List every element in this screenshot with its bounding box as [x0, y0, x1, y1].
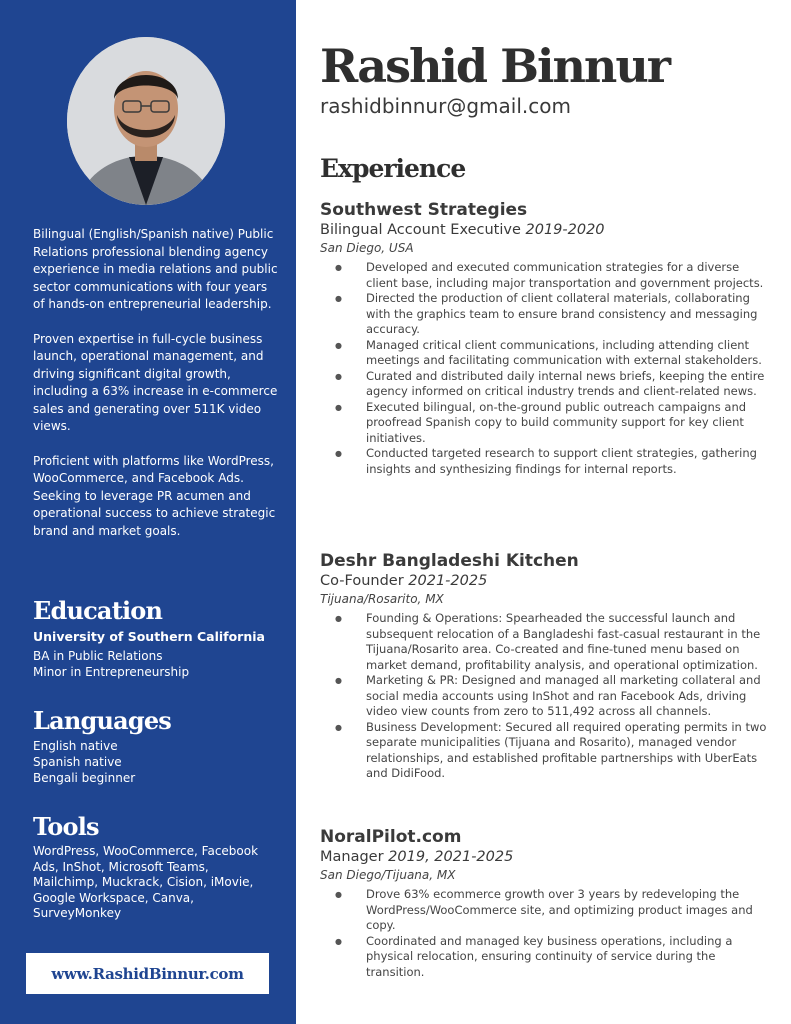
job-entry: [320, 827, 768, 980]
job-title: [320, 572, 768, 591]
job-bullets: [320, 260, 768, 477]
profile-photo: [67, 37, 225, 205]
email-link[interactable]: rashidbinnur@gmail.com: [320, 94, 571, 118]
list-item: ● Business Development: Secured all required operating permits in two separate municipalities (Tijuana and Rosarito), managed vendor relationships, and established profitable partnerships with UberEats and DidiFood.: [320, 720, 768, 782]
language-item: English native: [33, 739, 118, 753]
list-item: ● Developed and executed communication strategies for a diverse client base, including major transportation and government projects.: [320, 260, 768, 291]
languages-heading: Languages: [33, 706, 172, 735]
job-years: 2019, 2021-2025: [388, 849, 514, 865]
language-item: Bengali beginner: [33, 771, 136, 785]
language-item: Spanish native: [33, 755, 122, 769]
summary-paragraph: Proficient with platforms like WordPress, WooCommerce, and Facebook Ads. Seeking to leverage PR acumen and operational success to achieve strategic brand and market goals.: [33, 453, 276, 538]
experience-heading: Experience: [320, 154, 466, 183]
job-bullets: [320, 611, 768, 782]
education-heading: Education: [33, 596, 163, 625]
list-item: ● Drove 63% ecommerce growth over 3 years by redeveloping the WordPress/WooCommerce site, and optimizing product images and copy.: [320, 887, 768, 934]
job-bullets: [320, 887, 768, 980]
job-years: 2021-2025: [408, 573, 488, 589]
summary-paragraph: Bilingual (English/Spanish native) Public Relations professional blending agency experience in media relations and public sector communications with four years of hands-on entrepreneurial leadership.: [33, 227, 278, 311]
tools-list: WordPress, WooCommerce, Facebook Ads, InShot, Microsoft Teams, Mailchimp, Muckrack, Cision, iMovie, Google Workspace, Canva, SurveyMonkey: [33, 844, 259, 920]
list-item: ● Founding & Operations: Spearheaded the successful launch and subsequent relocation of a Bangladeshi fast-casual restaurant in the Tijuana/Rosarito area. Co-created and fine-tuned menu based on market demand, profitability analysis, and operational optimization.: [320, 611, 768, 673]
title-text: Bilingual Account Executive: [320, 222, 521, 238]
tools-section: [33, 813, 283, 922]
profile-summary: [33, 226, 278, 557]
list-item: ● Marketing & PR: Designed and managed all marketing collateral and social media accounts using InShot and ran Facebook Ads, driving video view counts from zero to 511,492 across all channels.: [320, 673, 768, 720]
job-entry: [320, 200, 768, 477]
company-name: NoralPilot.com: [320, 827, 462, 847]
company-name: Southwest Strategies: [320, 200, 528, 220]
tools-heading: Tools: [33, 812, 99, 841]
company-name: Deshr Bangladeshi Kitchen: [320, 551, 579, 571]
website-box: [26, 953, 269, 994]
job-location: Tijuana/Rosarito, MX: [320, 592, 444, 606]
degree: BA in Public Relations: [33, 649, 163, 663]
languages-section: [33, 707, 283, 786]
job-title: [320, 221, 768, 240]
job-entry: [320, 551, 768, 782]
job-location: San Diego, USA: [320, 241, 414, 255]
sidebar: [0, 0, 296, 1024]
education-section: [33, 597, 283, 680]
school-name: University of Southern California: [33, 629, 265, 644]
candidate-name: Rashid Binnur: [320, 39, 670, 93]
person-portrait-icon: [67, 37, 225, 205]
list-item: ● Conducted targeted research to support client strategies, gathering insights and synthesizing findings for internal reports.: [320, 446, 768, 477]
list-item: ● Directed the production of client collateral materials, collaborating with the graphics team to ensure brand consistency and messaging accuracy.: [320, 291, 768, 338]
minor: Minor in Entrepreneurship: [33, 665, 190, 679]
job-title: [320, 848, 768, 867]
summary-paragraph: Proven expertise in full-cycle business launch, operational management, and driving significant digital growth, including a 63% increase in e-commerce sales and generating over 511K video views.: [33, 331, 278, 433]
list-item: ● Coordinated and managed key business operations, including a physical relocation, ensuring continuity of service during the transition.: [320, 934, 768, 981]
list-item: ● Executed bilingual, on-the-ground public outreach campaigns and proofread Spanish copy to build community support for key client initiatives.: [320, 400, 768, 447]
list-item: ● Managed critical client communications, including attending client meetings and facilitating communication with external stakeholders.: [320, 338, 768, 369]
title-text: Manager: [320, 849, 384, 865]
job-location: San Diego/Tijuana, MX: [320, 868, 456, 882]
title-text: Co-Founder: [320, 573, 404, 589]
list-item: ● Curated and distributed daily internal news briefs, keeping the entire agency informed on critical industry trends and client-related news.: [320, 369, 768, 400]
job-years: 2019-2020: [525, 222, 605, 238]
website-link[interactable]: www.RashidBinnur.com: [51, 964, 244, 983]
